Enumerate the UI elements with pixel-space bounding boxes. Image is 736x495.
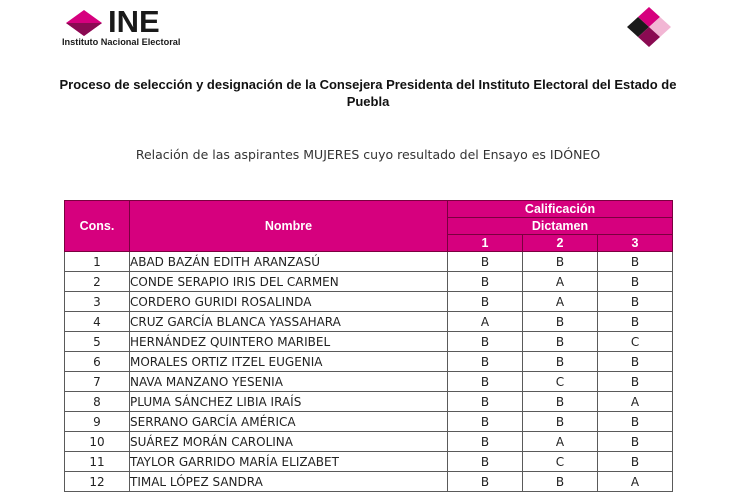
col-header-cons: Cons.: [65, 201, 130, 252]
cell-nombre: TIMAL LÓPEZ SANDRA: [130, 472, 448, 492]
cell-nombre: CORDERO GURIDI ROSALINDA: [130, 292, 448, 312]
cell-cons: 12: [65, 472, 130, 492]
cell-dictamen-2: B: [523, 412, 598, 432]
cell-dictamen-1: B: [448, 252, 523, 272]
table-row: [65, 472, 673, 492]
cell-nombre: HERNÁNDEZ QUINTERO MARIBEL: [130, 332, 448, 352]
cell-dictamen-2: B: [523, 252, 598, 272]
ine-cube-icon: [624, 4, 674, 50]
cell-dictamen-1: B: [448, 452, 523, 472]
table-row: [65, 372, 673, 392]
col-header-dictamen-3: 3: [598, 235, 673, 252]
cell-dictamen-1: A: [448, 312, 523, 332]
col-header-calificacion: Calificación: [448, 201, 673, 218]
cell-nombre: PLUMA SÁNCHEZ LIBIA IRAÍS: [130, 392, 448, 412]
cell-cons: 9: [65, 412, 130, 432]
col-header-nombre: Nombre: [130, 201, 448, 252]
cell-nombre: CRUZ GARCÍA BLANCA YASSAHARA: [130, 312, 448, 332]
cell-dictamen-1: B: [448, 372, 523, 392]
cell-dictamen-2: B: [523, 472, 598, 492]
cell-dictamen-1: B: [448, 352, 523, 372]
page-subtitle: Relación de las aspirantes MUJERES cuyo resultado del Ensayo es IDÓNEO: [135, 147, 601, 162]
cell-dictamen-2: B: [523, 312, 598, 332]
cell-dictamen-3: B: [598, 292, 673, 312]
cell-dictamen-1: B: [448, 292, 523, 312]
cell-cons: 2: [65, 272, 130, 292]
cell-cons: 3: [65, 292, 130, 312]
col-header-dictamen: Dictamen: [448, 218, 673, 235]
logo-subtitle: Instituto Nacional Electoral: [62, 37, 181, 47]
cell-dictamen-1: B: [448, 412, 523, 432]
table-header: [65, 201, 673, 252]
cell-dictamen-2: A: [523, 292, 598, 312]
cell-dictamen-1: B: [448, 392, 523, 412]
cell-cons: 11: [65, 452, 130, 472]
table-row: [65, 432, 673, 452]
cell-dictamen-3: B: [598, 452, 673, 472]
ine-logo: [62, 4, 202, 48]
results-table: [64, 200, 673, 492]
cell-cons: 8: [65, 392, 130, 412]
cell-dictamen-2: B: [523, 392, 598, 412]
cell-dictamen-3: A: [598, 472, 673, 492]
cell-dictamen-2: A: [523, 272, 598, 292]
cell-dictamen-2: C: [523, 372, 598, 392]
table-row: [65, 252, 673, 272]
cell-nombre: ABAD BAZÁN EDITH ARANZASÚ: [130, 252, 448, 272]
cell-dictamen-3: B: [598, 432, 673, 452]
table-row: [65, 392, 673, 412]
cell-cons: 10: [65, 432, 130, 452]
cell-dictamen-1: B: [448, 432, 523, 452]
table-row: [65, 412, 673, 432]
cell-nombre: SUÁREZ MORÁN CAROLINA: [130, 432, 448, 452]
table-row: [65, 352, 673, 372]
cell-cons: 5: [65, 332, 130, 352]
cell-dictamen-1: B: [448, 272, 523, 292]
page-title: Proceso de selección y designación de la Consejera Presidenta del Instituto Electoral del Estado de Puebla: [59, 77, 677, 109]
cell-dictamen-3: B: [598, 312, 673, 332]
cell-dictamen-2: A: [523, 432, 598, 452]
ine-diamond-icon: [62, 8, 110, 38]
table-row: [65, 272, 673, 292]
cell-nombre: CONDE SERAPIO IRIS DEL CARMEN: [130, 272, 448, 292]
cell-nombre: TAYLOR GARRIDO MARÍA ELIZABET: [130, 452, 448, 472]
cell-dictamen-3: B: [598, 252, 673, 272]
table-row: [65, 312, 673, 332]
cell-dictamen-2: B: [523, 332, 598, 352]
cell-dictamen-3: B: [598, 412, 673, 432]
table-row: [65, 452, 673, 472]
cell-dictamen-2: B: [523, 352, 598, 372]
table-row: [65, 332, 673, 352]
cell-cons: 7: [65, 372, 130, 392]
cell-cons: 1: [65, 252, 130, 272]
cell-dictamen-3: B: [598, 272, 673, 292]
cell-dictamen-2: C: [523, 452, 598, 472]
cell-dictamen-3: B: [598, 352, 673, 372]
cell-dictamen-1: B: [448, 472, 523, 492]
cell-nombre: SERRANO GARCÍA AMÉRICA: [130, 412, 448, 432]
cell-dictamen-3: B: [598, 372, 673, 392]
cell-dictamen-1: B: [448, 332, 523, 352]
table-row: [65, 292, 673, 312]
cell-nombre: NAVA MANZANO YESENIA: [130, 372, 448, 392]
cell-cons: 4: [65, 312, 130, 332]
col-header-dictamen-1: 1: [448, 235, 523, 252]
logo-wordmark: INE: [108, 4, 160, 39]
cell-nombre: MORALES ORTIZ ITZEL EUGENIA: [130, 352, 448, 372]
col-header-dictamen-2: 2: [523, 235, 598, 252]
cell-dictamen-3: C: [598, 332, 673, 352]
cell-dictamen-3: A: [598, 392, 673, 412]
table-body: [65, 252, 673, 492]
cell-cons: 6: [65, 352, 130, 372]
